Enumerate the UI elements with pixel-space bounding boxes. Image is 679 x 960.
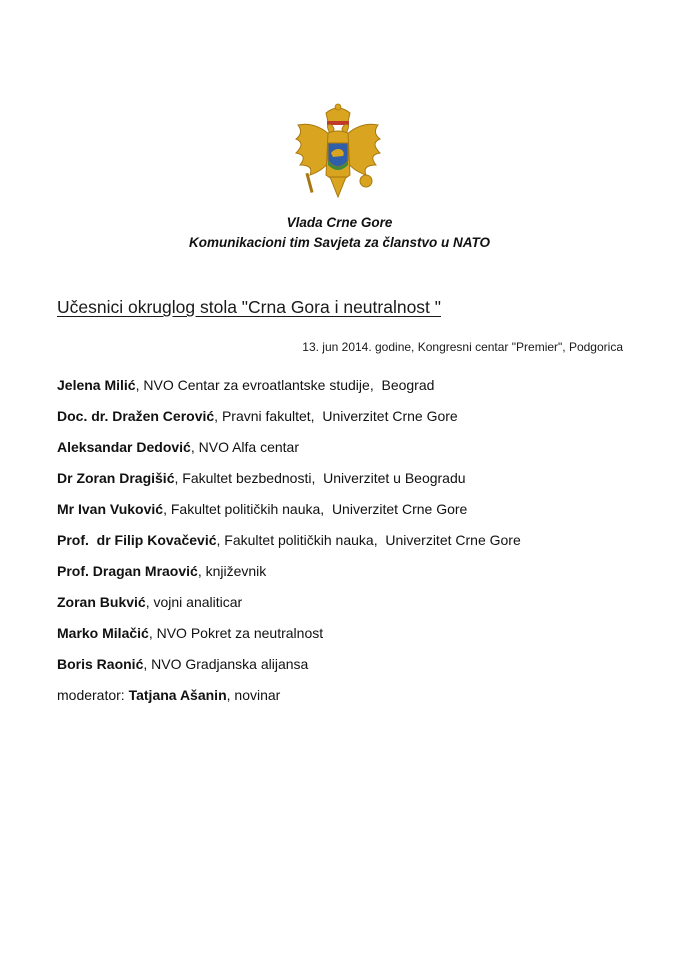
list-item: [57, 654, 657, 685]
list-item: [57, 530, 657, 561]
participant-name: Tatjana Ašanin: [128, 687, 227, 703]
list-item: [57, 406, 657, 437]
list-item: [57, 685, 657, 716]
participant-affiliation: , NVO Pokret za neutralnost: [148, 625, 324, 641]
participant-list: [57, 375, 657, 716]
participant-name: Jelena Milić: [57, 377, 136, 393]
participant-name: Aleksandar Dedović: [57, 439, 191, 455]
participant-affiliation: , novinar: [226, 687, 281, 703]
participant-name: Prof. dr Filip Kovačević: [57, 532, 217, 548]
coat-of-arms-icon: [288, 103, 388, 207]
participant-affiliation: , Fakultet političkih nauka, Univerzitet Crne Gore: [216, 532, 521, 548]
list-item: [57, 592, 657, 623]
participant-affiliation: , Fakultet političkih nauka, Univerzitet Crne Gore: [163, 501, 468, 517]
participant-name: Boris Raonić: [57, 656, 144, 672]
list-item: [57, 437, 657, 468]
participant-affiliation: , NVO Alfa centar: [190, 439, 300, 455]
list-item: [57, 468, 657, 499]
participant-affiliation: , književnik: [197, 563, 267, 579]
participant-name: Dr Zoran Dragišić: [57, 470, 175, 486]
participant-affiliation: , NVO Centar za evroatlantske studije, Beograd: [135, 377, 435, 393]
participant-affiliation: , vojni analiticar: [145, 594, 243, 610]
list-item: [57, 499, 657, 530]
participant-affiliation: , Fakultet bezbednosti, Univerzitet u Beogradu: [174, 470, 466, 486]
list-item: [57, 623, 657, 654]
participant-name: Zoran Bukvić: [57, 594, 146, 610]
page-title: Učesnici okruglog stola "Crna Gora i neutralnost ": [57, 297, 441, 317]
list-item: [57, 561, 657, 592]
participant-prefix: moderator:: [57, 687, 129, 703]
header-communication-team: Komunikacioni tim Savjeta za članstvo u NATO: [188, 235, 491, 250]
list-item: [57, 375, 657, 406]
participant-name: Marko Milačić: [57, 625, 149, 641]
participant-name: Mr Ivan Vuković: [57, 501, 164, 517]
participant-affiliation: , NVO Gradjanska alijansa: [143, 656, 309, 672]
header-government: Vlada Crne Gore: [286, 215, 393, 230]
participant-name: Doc. dr. Dražen Cerović: [57, 408, 215, 424]
participant-name: Prof. Dragan Mraović: [57, 563, 198, 579]
dateline: 13. jun 2014. godine, Kongresni centar "Premier", Podgorica: [302, 340, 623, 354]
participant-affiliation: , Pravni fakultet, Univerzitet Crne Gore: [214, 408, 458, 424]
